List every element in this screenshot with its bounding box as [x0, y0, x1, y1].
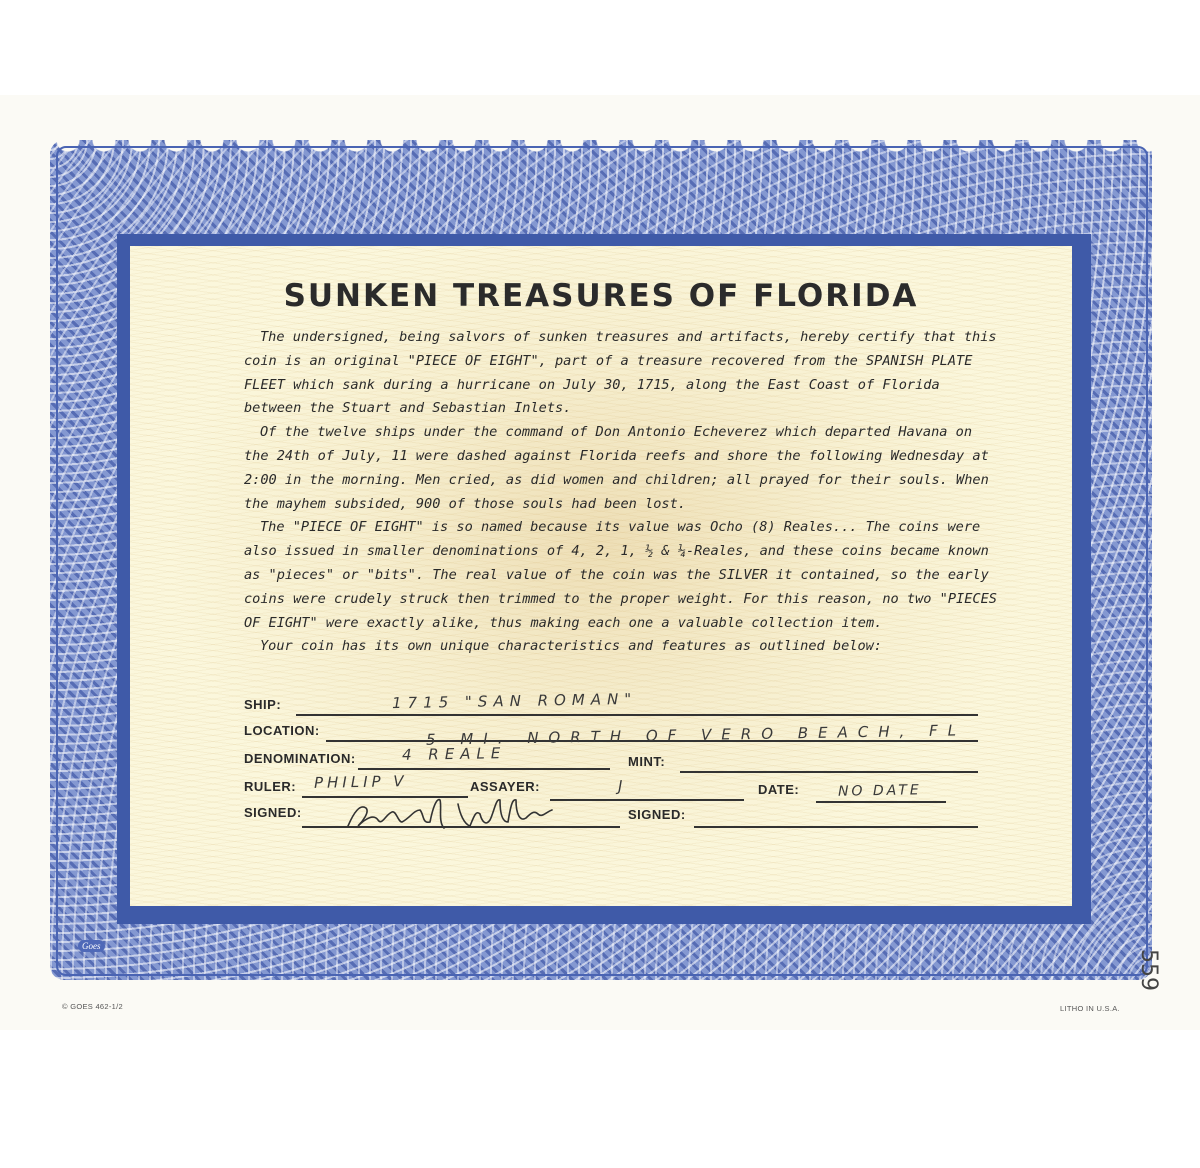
- assayer-line: [550, 799, 744, 801]
- denomination-label: DENOMINATION:: [244, 751, 356, 766]
- ruler-value: PHILIP V: [313, 772, 408, 792]
- ship-label: SHIP:: [244, 697, 282, 712]
- assayer-value: J: [617, 776, 629, 796]
- location-value: 5 MI. NORTH OF VERO BEACH, FL: [425, 721, 967, 749]
- footer-copyright: © GOES 462-1/2: [62, 1002, 124, 1011]
- paragraph-characteristics: Your coin has its own unique characteristics and features as outlined below:: [260, 638, 882, 655]
- signed-line-right: [694, 826, 978, 828]
- date-label: DATE:: [758, 782, 800, 797]
- signed-label-right: SIGNED:: [628, 807, 686, 822]
- denomination-value: 4 REALE: [401, 744, 507, 764]
- paragraph-history: Of the twelve ships under the command of Don Antonio Echeverez which departed Havana on the 24th of July, 11 were dashed against Florida reefs and shore the following Wednesday at 2:00 in the morning. Men cried, as did women and children; all prayed for their souls. When the mayhem subsided, 900 of those souls had been lost.: [244, 424, 989, 512]
- denomination-line: [358, 768, 610, 770]
- ship-line: [296, 714, 978, 716]
- certificate-title: SUNKEN TREASURES OF FLORIDA: [283, 278, 919, 314]
- assayer-label: ASSAYER:: [470, 779, 540, 794]
- location-label: LOCATION:: [244, 723, 320, 738]
- mint-label: MINT:: [628, 754, 666, 769]
- signed-label-left: SIGNED:: [244, 805, 302, 820]
- paragraph-piece-of-eight: The "PIECE OF EIGHT" is so named because its value was Ocho (8) Reales... The coins were also issued in smaller denominations of 4, 2, 1, ½ & ¼-Reales, and these coins became known as "pieces" or "bits". The real value of the coin was the SILVER it contained, so the early coins were crudely struck then trimmed to the proper weight. For this reason, no two "PIECES OF EIGHT" were exactly alike, thus making each one a valuable collection item.: [244, 519, 997, 631]
- footer-litho: LITHO IN U.S.A.: [1060, 1004, 1120, 1013]
- certificate-panel: [130, 246, 1072, 906]
- date-value: NO DATE: [837, 782, 922, 800]
- lot-number-annotation: 559: [1136, 949, 1161, 991]
- paragraph-certification: The undersigned, being salvors of sunken treasures and artifacts, hereby certify that this coin is an original "PIECE OF EIGHT", part of a treasure recovered from the SPANISH PLATE FLEET which sank during a hurricane on July 30, 1715, along the East Coast of Florida between the Stuart and Sebastian Inlets.: [244, 329, 997, 417]
- certificate-body: [244, 326, 1004, 659]
- ship-value: 1715 "SAN ROMAN": [391, 689, 638, 713]
- goes-logo: Goes: [78, 940, 105, 952]
- date-line: [816, 801, 946, 803]
- ruler-label: RULER:: [244, 779, 297, 794]
- mint-line: [680, 771, 978, 773]
